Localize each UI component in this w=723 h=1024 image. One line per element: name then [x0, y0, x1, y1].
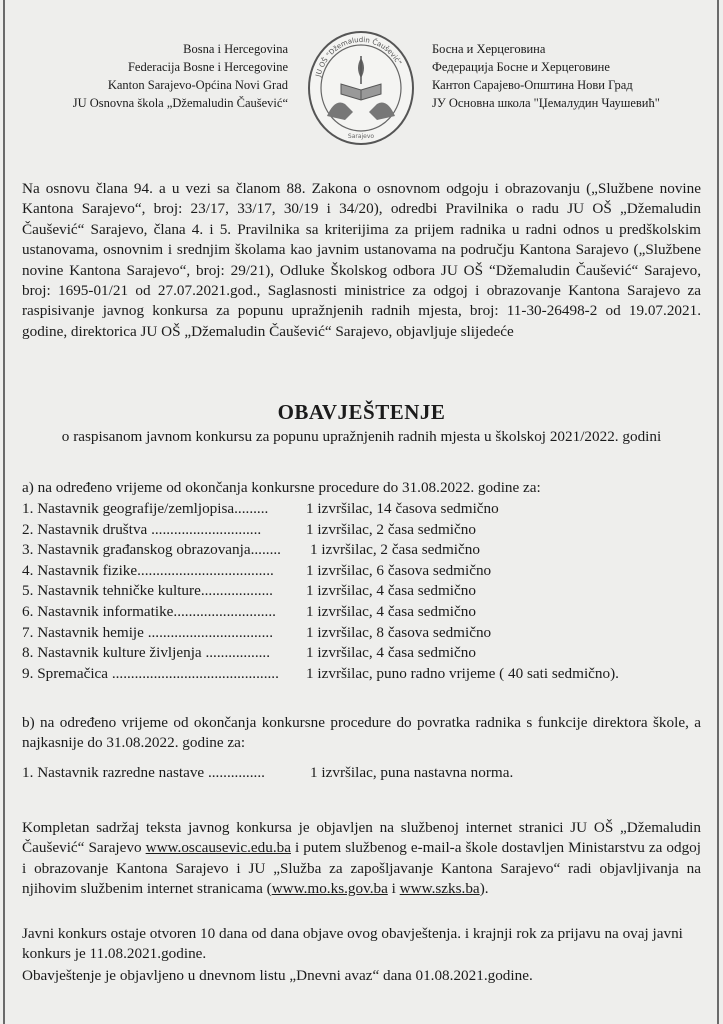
header-cyrillic-line: Федерација Босне и Херцеговине	[432, 60, 610, 74]
logo-bottom-text: Sarajevo	[347, 133, 375, 140]
school-website-link[interactable]: www.oscausevic.edu.ba	[145, 839, 291, 857]
position-label: 6. Nastavnik informatike...........................	[22, 602, 276, 620]
position-value: 1 izvršilac, puno radno vrijeme ( 40 sati sedmično).	[306, 664, 619, 682]
list-item	[22, 581, 702, 602]
list-item	[22, 540, 702, 561]
position-label: 2. Nastavnik društva .............................	[22, 520, 262, 538]
logo-ring-text: JU OŠ "Džemaludin Čaušević"	[314, 35, 403, 78]
school-emblem-hands-book-icon	[305, 28, 417, 148]
scan-edge-right	[717, 0, 719, 1024]
position-label: 7. Nastavnik hemije .................................	[22, 623, 273, 641]
position-value: 1 izvršilac, 14 časova sedmično	[306, 500, 499, 517]
publication-paragraph	[22, 818, 701, 900]
position-label: 9. Spremačica ............................................	[22, 664, 279, 682]
position-value: 1 izvršilac, 6 časova sedmično	[306, 561, 492, 579]
section-a-list	[22, 499, 702, 684]
section-b-heading: b) na određeno vrijeme od okončanja konkursne procedure do povratka radnika s funkcije direktora škole, a najkasnije do 31.08.2022. godine za:	[22, 714, 701, 752]
position-label: 8. Nastavnik kulture življenja .................	[22, 644, 271, 662]
position-value: 1 izvršilac, 4 časa sedmično	[306, 602, 476, 620]
header-latin-line: JU Osnovna škola „Džemaludin Čaušević“	[72, 96, 288, 110]
newspaper-paragraph: Obavještenje je objavljeno u dnevnom listu „Dnevni avaz“ dana 01.08.2021.godine.	[22, 967, 533, 984]
notice-subtitle: o raspisanom javnom konkursu za popunu upražnjenih radnih mjesta u školskoj 2021/2022. godini	[61, 428, 662, 445]
intro-paragraph: Na osnovu člana 94. a u vezi sa članom 88. Zakona o osnovnom odgoju i obrazovanju („Službene novine Kantona Sarajevo“, broj: 23/17, 33/17, 30/19 i 34/20), odredbi Pravilnika o radu JU OŠ „Džemaludin Čaušević“ Sarajevo, člana 4. i 5. Pravilnika sa kriterijima za prijem radnika u radni odnos u predškolskim ustanovama, osnovnim i srednjim školama kao javnim ustanovama na području Kantona Sarajevo („Službene novine Kantona Sarajevo“, broj: 29/21), Odluke Školskog odbora JU OŠ “Džemaludin Čaušević“ Sarajevo, broj: 1695-01/21 od 27.07.2021.god., Saglasnosti ministrice za odgoj i obrazovanje Kantona Sarajevo za raspisivanje javnog konkursa za popunu upražnjenih radnih mjesta, broj: 11-30-26498-2 od 19.07.2021. godine, direktorica JU OŠ „Džemaludin Čaušević“ Sarajevo, objavljuje slijedeće	[22, 180, 701, 340]
position-label: 1. Nastavnik geografije/zemljopisa.........	[22, 500, 269, 517]
header-cyrillic-line: Босна и Херцеговина	[432, 42, 546, 56]
publication-text: ).	[479, 880, 489, 898]
position-value: 1 izvršilac, puna nastavna norma.	[310, 764, 514, 781]
position-label: 5. Nastavnik tehničke kulture...................	[22, 582, 273, 600]
list-item	[22, 763, 702, 784]
position-label: 4. Nastavnik fizike....................................	[22, 561, 274, 579]
section-b-list	[22, 763, 702, 784]
deadline-paragraph: Javni konkurs ostaje otvoren 10 dana od dana objave ovog obavještenja. i krajnji rok za prijavu na ovaj javni konkurs je 11.08.2021.godine.	[22, 925, 683, 963]
list-item	[22, 664, 702, 685]
section-a-heading: a) na određeno vrijeme od okončanja konkursne procedure do 31.08.2022. godine za:	[22, 479, 541, 496]
position-value: 1 izvršilac, 2 časa sedmično	[310, 541, 480, 559]
position-value: 1 izvršilac, 4 časa sedmično	[306, 644, 476, 662]
scan-edge-left	[3, 0, 5, 1024]
notice-title: OBAVJEŠTENJE	[277, 400, 446, 424]
header-cyrillic-line: Кантоn Сарајево-Општина Нови Град	[432, 78, 633, 92]
header-cyrillic	[432, 40, 712, 112]
list-item	[22, 520, 702, 541]
list-item	[22, 499, 702, 520]
header-latin-line: Kanton Sarajevo-Općina Novi Grad	[107, 78, 288, 92]
position-label: 1. Nastavnik razredne nastave ...............	[22, 764, 265, 781]
publication-text: i putem službenog e-mail-a škole dostavljen Ministarstvu za odgoj i obrazovanje Kantona Sarajevo i JU „Služba za zapošljavanje Kantona Sarajevo“ radi objavljivanja na njihovim službenim internet stranicama (	[22, 839, 701, 898]
header-latin-line: Federacija Bosne i Hercegovine	[127, 60, 288, 74]
header-latin-line: Bosna i Hercegovina	[183, 42, 288, 56]
list-item	[22, 623, 702, 644]
header-latin	[20, 40, 288, 112]
ministry-website-link[interactable]: www.mo.ks.gov.ba	[271, 880, 388, 898]
publication-text: i	[387, 880, 400, 898]
publication-text: Kompletan sadržaj teksta javnog konkursa je objavljen na službenoj internet stranici JU OŠ „Džemaludin Čaušević“ Sarajevo	[22, 819, 701, 857]
position-value: 1 izvršilac, 8 časova sedmično	[306, 623, 492, 641]
header-cyrillic-line: ЈУ Основна школа "Џемалудин Чаушевић"	[432, 96, 660, 110]
position-label: 3. Nastavnik građanskog obrazovanja........	[22, 541, 281, 559]
position-value: 1 izvršilac, 4 časa sedmično	[306, 582, 476, 600]
list-item	[22, 602, 702, 623]
position-value: 1 izvršilac, 2 časa sedmično	[306, 520, 476, 538]
employment-service-link[interactable]: www.szks.ba	[399, 880, 480, 898]
list-item	[22, 643, 702, 664]
list-item	[22, 561, 702, 582]
